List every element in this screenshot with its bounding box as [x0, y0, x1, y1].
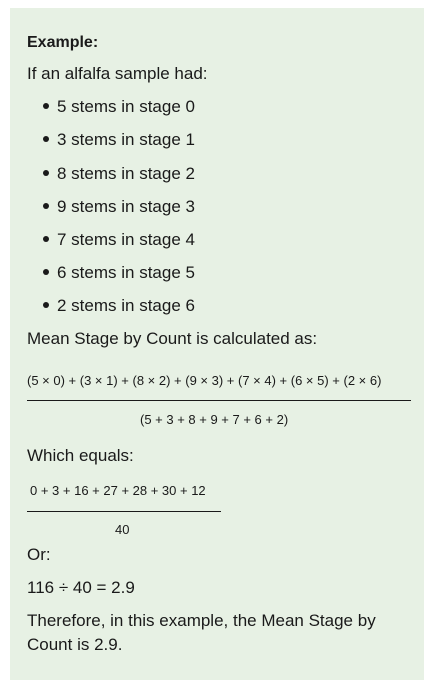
- fraction2-numerator: 0 + 3 + 16 + 27 + 28 + 30 + 12: [30, 483, 206, 498]
- list-item: [43, 263, 195, 283]
- list-item: [43, 97, 195, 117]
- list-item-text: 7 stems in stage 4: [57, 230, 195, 249]
- fraction1-numerator: (5 × 0) + (3 × 1) + (8 × 2) + (9 × 3) + (7 × 4) + (6 × 5) + (2 × 6): [27, 373, 382, 388]
- bullet-icon: [43, 136, 49, 142]
- list-item: [43, 130, 195, 150]
- intro-text: If an alfalfa sample had:: [27, 64, 208, 83]
- list-item-text: 8 stems in stage 2: [57, 164, 195, 183]
- list-item-text: 6 stems in stage 5: [57, 263, 195, 282]
- fraction2-denominator: 40: [115, 522, 130, 537]
- conclusion-line-2: Count is 2.9.: [27, 635, 123, 654]
- calc-intro-text: Mean Stage by Count is calculated as:: [27, 329, 318, 348]
- list-item: [43, 197, 195, 217]
- list-item-text: 9 stems in stage 3: [57, 197, 195, 216]
- list-item-text: 2 stems in stage 6: [57, 296, 195, 315]
- bullet-icon: [43, 203, 49, 209]
- bullet-icon: [43, 103, 49, 109]
- result-text: 116 ÷ 40 = 2.9: [27, 578, 135, 597]
- bullet-icon: [43, 170, 49, 176]
- list-item: [43, 296, 195, 316]
- example-heading: Example:: [27, 34, 99, 51]
- list-item-text: 3 stems in stage 1: [57, 130, 195, 149]
- example-panel: [10, 8, 424, 680]
- fraction1-denominator: (5 + 3 + 8 + 9 + 7 + 6 + 2): [140, 412, 289, 427]
- bullet-icon: [43, 269, 49, 275]
- list-item: [43, 230, 195, 250]
- list-item: [43, 164, 195, 184]
- equals-intro-text: Which equals:: [27, 446, 134, 465]
- conclusion-line-1: Therefore, in this example, the Mean Stage by: [27, 611, 376, 630]
- bullet-icon: [43, 302, 49, 308]
- bullet-icon: [43, 236, 49, 242]
- fraction2-bar: [27, 511, 221, 512]
- or-label: Or:: [27, 545, 51, 564]
- list-item-text: 5 stems in stage 0: [57, 97, 195, 116]
- fraction1-bar: [27, 400, 411, 401]
